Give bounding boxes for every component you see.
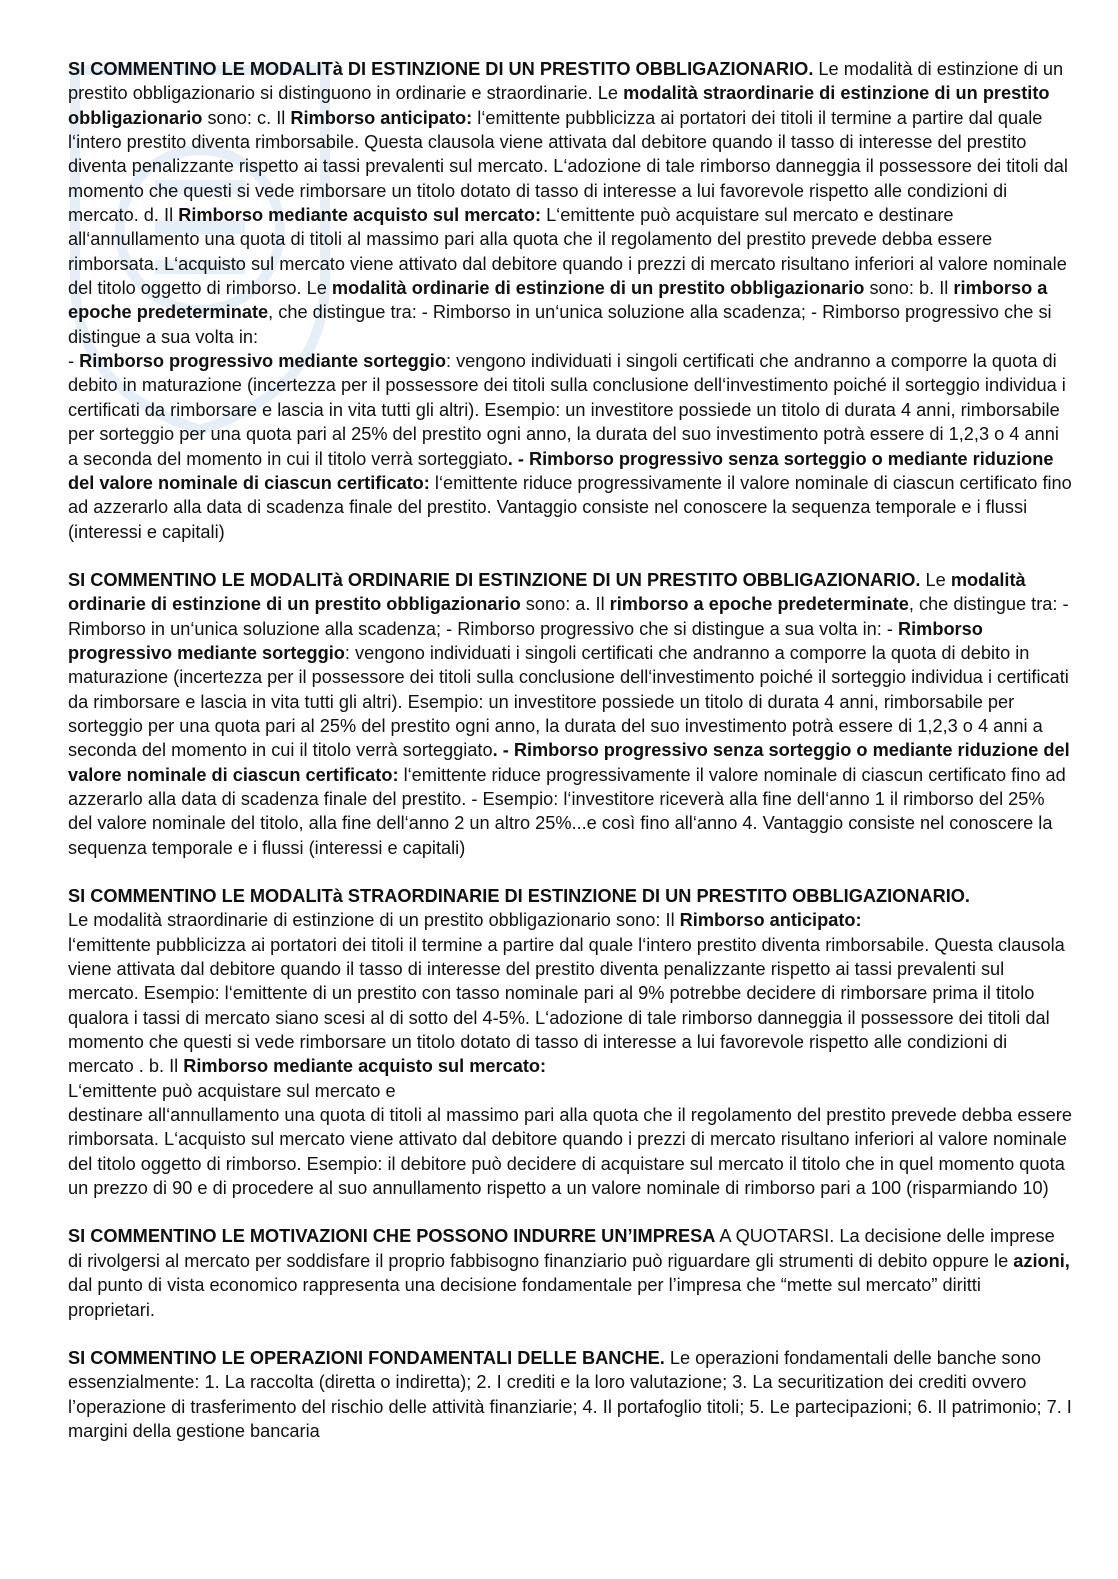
bold-span: modalità ordinarie di estinzione di un prestito obbligazionario — [331, 278, 865, 299]
text-span: Le operazioni fondamentali delle banche sono essenzialmente: 1. La raccolta (diretta o indiretta); 2. I crediti e la loro valutazione; 3. La securitization dei crediti ovvero l’operazione di trasferimento del rischio delle attività finanziarie; 4. Il portafoglio titoli; 5. Le partecipazioni; 6. Il patrimonio; 7. I margini della gestione bancaria — [68, 1347, 1072, 1441]
text-span: - — [68, 351, 80, 372]
section-paragraph — [68, 884, 1072, 1200]
section-paragraph — [68, 568, 1072, 860]
text-span: dal punto di vista economico rappresenta una decisione fondamentale per l’impresa che “mette sul mercato” diritti proprietari. — [68, 1275, 981, 1320]
bold-span: . - Rimborso progressivo senza sorteggio o mediante riduzione del valore nominale di ciascun certificato: — [68, 448, 1054, 493]
bold-span: . - Rimborso progressivo senza sorteggio o mediante riduzione del valore nominale di ciascun certificato: — [68, 740, 1070, 785]
text-span: l‘emittente pubblicizza ai portatori dei titoli il termine a partire dal quale l‘intero prestito diventa rimborsabile. Questa clausola viene attivata dal debitore quando il tasso di interesse del prestito diventa penalizzante rispetto ai tassi prevalenti sul mercato. L‘adozione di tale rimborso danneggia il possessore dei titoli dal momento che questi si vede rimborsare un titolo dotato di tasso di interesse a lui favorevole rispetto alle condizioni di mercato. d. Il — [68, 107, 1068, 226]
text-span: : vengono individuati i singoli certificati che andranno a comporre la quota di debito in maturazione (incertezza per il possessore dei titoli sulla conclusione dell‘investimento poiché il sorteggio individua i certificati da rimborsare e lascia in vita tutti gli altri). Esempio: un investitore possiede un titolo di durata 4 anni, rimborsabile per sorteggio per una quota pari al 25% del prestito ogni anno, la durata del suo investimento potrà essere di 1,2,3 o 4 anni a seconda del momento in cui il titolo verrà sorteggiato — [68, 642, 1069, 761]
bold-span: azioni, — [1013, 1250, 1070, 1271]
text-span: sono: b. Il — [864, 278, 954, 299]
bold-span: rimborso a epoche predeterminate — [609, 594, 909, 615]
bold-span: Rimborso mediante acquisto sul mercato: — [183, 1056, 547, 1077]
bold-span: Rimborso progressivo mediante sorteggio — [79, 351, 446, 372]
section-heading: SI COMMENTINO LE OPERAZIONI FONDAMENTALI DELLE BANCHE. — [68, 1347, 665, 1368]
text-span: l‘emittente pubblicizza ai portatori dei titoli il termine a partire dal quale l‘intero prestito diventa rimborsabile. Questa clausola viene attivata dal debitore quando il tasso di interesse del prestito diventa penalizzante rispetto ai tassi prevalenti sul mercato. Esempio: l‘emittente di un prestito con tasso nominale pari al 9% potrebbe decidere di rimborsare prima il titolo qualora i tassi di mercato siano scesi al di sotto del 4-5%. L‘adozione di tale rimborso danneggia il possessore dei titoli dal momento che questi si vede rimborsare un titolo dotato di tasso di interesse a lui favorevole rispetto alle condizioni di mercato . b. Il — [68, 934, 1065, 1077]
bold-span: Rimborso progressivo mediante sorteggio — [68, 618, 983, 663]
text-span: A QUOTARSI. La decisione delle imprese di rivolgersi al mercato per soddisfare il proprio fabbisogno finanziario può riguardare gli strumenti di debito oppure le — [68, 1226, 1055, 1271]
section-motivazioni-quotazione — [68, 1224, 1072, 1321]
text-span: : vengono individuati i singoli certificati che andranno a comporre la quota di debito in maturazione (incertezza per il possessore dei titoli sulla conclusione dell‘investimento poiché il sorteggio individua i certificati da rimborsare e lascia in vita tutti gli altri). Esempio: un investitore possiede un titolo di durata 4 anni, rimborsabile per sorteggio per una quota pari al 25% del prestito ogni anno, la durata del suo investimento potrà essere di 1,2,3 o 4 anni a seconda del momento in cui il titolo verrà sorteggiato — [68, 351, 1066, 469]
text-span: l‘emittente riduce progressivamente il valore nominale di ciascun certificato fino ad azzerarlo alla data di scadenza finale del prestito. Vantaggio consiste nel conoscere la sequenza temporale e i flussi (interessi e capitali) — [68, 472, 1072, 542]
section-heading: SI COMMENTINO LE MODALITà STRAORDINARIE DI ESTINZIONE DI UN PRESTITO OBBLIGAZIONARIO. — [68, 886, 970, 906]
section-modalita-straordinarie — [68, 884, 1072, 1200]
bold-span: modalità ordinarie di estinzione di un prestito obbligazionario — [68, 569, 1026, 615]
text-span: l‘emittente riduce progressivamente il valore nominale di ciascun certificato fino ad azzerarlo alla data di scadenza finale del prestito. - Esempio: l‘investitore riceverà alla fine dell‘anno 1 il rimborso del 25% del valore nominale del titolo, alla fine dell‘anno 2 un altro 25%...e così fino all‘anno 4. Vantaggio consiste nel conoscere la sequenza temporale e i flussi (interessi e capitali) — [68, 764, 1066, 858]
bold-span: Rimborso anticipato: — [679, 910, 862, 931]
section-operazioni-banche — [68, 1346, 1072, 1443]
section-heading: SI COMMENTINO LE MOTIVAZIONI CHE POSSONO INDURRE UN’IMPRESA — [68, 1226, 716, 1247]
text-span: sono: a. Il — [520, 594, 610, 615]
text-span: sono: c. Il — [202, 107, 291, 128]
bold-span: modalità straordinarie di estinzione di un prestito obbligazionario — [68, 83, 1050, 128]
text-span: , che distingue tra: - Rimborso in un‘unica soluzione alla scadenza; - Rimborso progressivo che si distingue a sua volta in: - — [68, 594, 1069, 639]
bold-span: Rimborso anticipato: — [290, 107, 473, 128]
section-heading: SI COMMENTINO LE MODALITà ORDINARIE DI ESTINZIONE DI UN PRESTITO OBBLIGAZIONARIO. — [68, 569, 921, 590]
section-paragraph — [68, 57, 1072, 544]
bold-span: Rimborso mediante acquisto sul mercato: — [178, 205, 542, 226]
text-span: Le modalità straordinarie di estinzione di un prestito obbligazionario sono: Il — [68, 910, 680, 931]
section-heading: SI COMMENTINO LE MODALITà DI ESTINZIONE DI UN PRESTITO OBBLIGAZIONARIO. — [68, 59, 814, 79]
text-span: Le modalità di estinzione di un prestito obbligazionario si distinguono in ordinarie e straordinarie. Le — [68, 59, 1064, 104]
text-span: L‘emittente può acquistare sul mercato e destinare all‘annullamento una quota di titoli al massimo pari alla quota che il regolamento del prestito prevede debba essere rimborsata. L‘acquisto sul mercato viene attivato dal debitore quando i prezzi di mercato risultano inferiori al valore nominale del titolo oggetto di rimborso. Le — [68, 205, 1067, 299]
text-span: , che distingue tra: - Rimborso in un‘unica soluzione alla scadenza; - Rimborso progressivo che si distingue a sua volta in: — [68, 302, 1052, 347]
bold-span: rimborso a epoche predeterminate — [68, 278, 1048, 323]
section-paragraph — [68, 1346, 1072, 1443]
text-span: Le — [920, 569, 951, 590]
section-estinzione-prestito — [68, 57, 1072, 544]
text-span: L‘emittente può acquistare sul mercato e destinare all‘annullamento una quota di titoli al massimo pari alla quota che il regolamento del prestito prevede debba essere rimborsata. L‘acquisto sul mercato viene attivato dal debitore quando i prezzi di mercato risultano inferiori al valore nominale del titolo oggetto di rimborso. Esempio: il debitore può decidere di acquistare sul mercato il titolo che in quel momento quota un prezzo di 90 e di procedere al suo annullamento rispetto a un valore nominale di rimborso pari a 100 (risparmiando 10) — [68, 1080, 1072, 1199]
section-paragraph — [68, 1224, 1072, 1321]
section-modalita-ordinarie — [68, 568, 1072, 860]
